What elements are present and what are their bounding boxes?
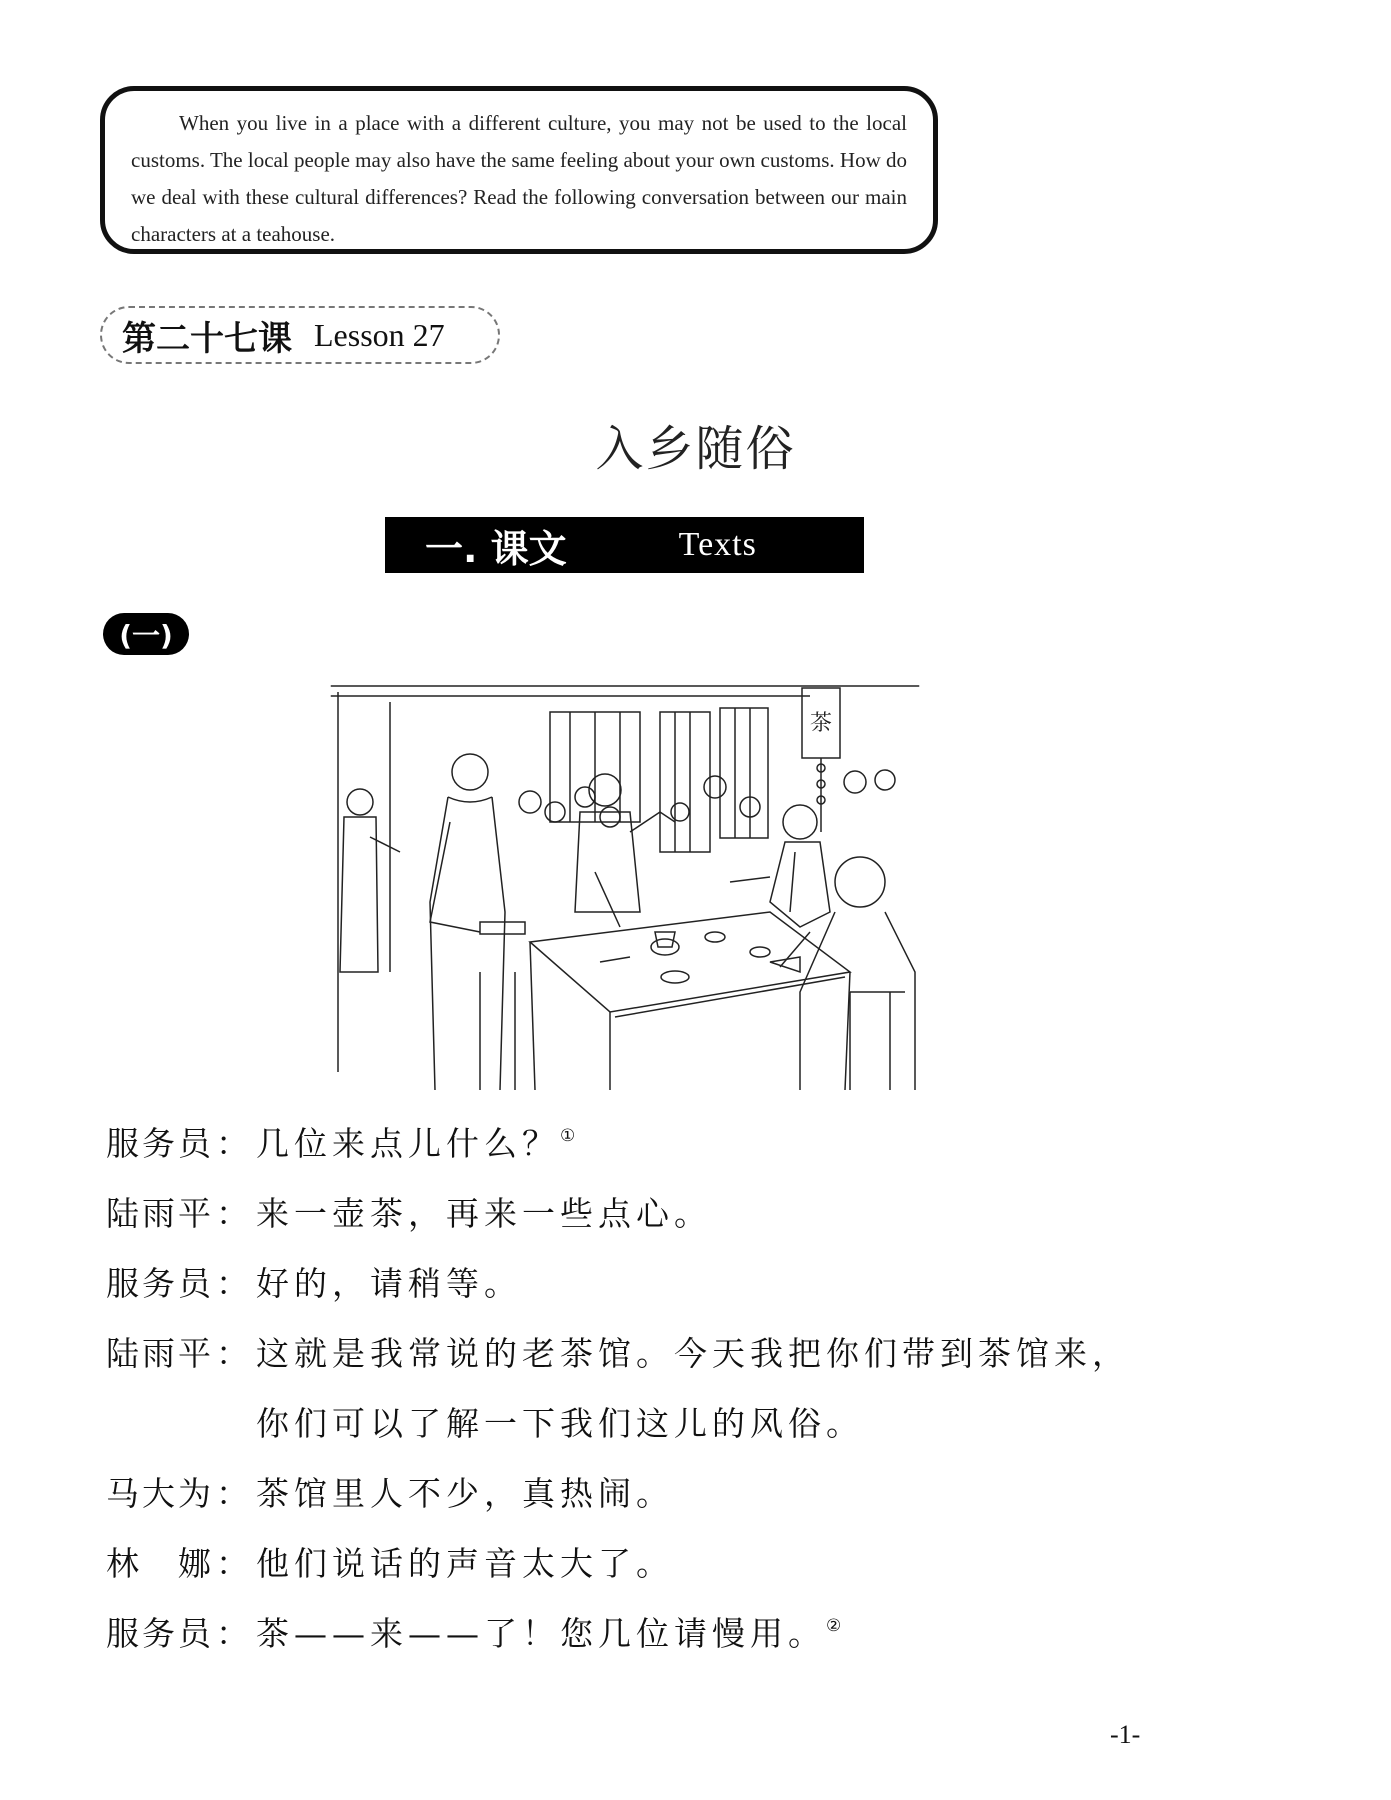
speaker-colon: ：	[216, 1194, 249, 1233]
speaker-colon: ：	[216, 1334, 249, 1373]
intro-box	[100, 86, 938, 254]
intro-text: When you live in a place with a different culture, you may not be used to the local customs. The local people may also have the same feeling about your own customs. How do we deal with these cultural differences? Read the following conversation between our main characters at a teahouse.	[131, 111, 907, 246]
footnote-marker: ②	[826, 1616, 842, 1636]
dialogue-line	[106, 1180, 1106, 1250]
tea-sign-text: 茶	[809, 711, 833, 736]
dialogue-text: 来一壶茶，再来一些点心。	[256, 1194, 712, 1233]
page-title: 入乡随俗	[595, 421, 796, 477]
page-number: -1-	[1110, 1720, 1141, 1749]
dialogue-text: 你们可以了解一下我们这儿的风俗。	[256, 1404, 864, 1443]
dialogue-line	[106, 1460, 1106, 1530]
teahouse-illustration	[330, 672, 920, 1090]
part-badge: (一)	[103, 613, 189, 655]
speaker-name: 林 娜	[106, 1544, 214, 1583]
footnote-marker: ①	[560, 1126, 576, 1146]
speaker-name: 服务员	[106, 1124, 214, 1163]
speaker-name: 陆雨平	[106, 1194, 214, 1233]
speaker-name: 陆雨平	[106, 1334, 214, 1373]
dialogue-line	[106, 1110, 1106, 1180]
dialogue-text	[256, 1608, 841, 1655]
dialogue-text: 这就是我常说的老茶馆。今天我把你们带到茶馆来，	[256, 1334, 1130, 1373]
section-header	[385, 517, 864, 573]
dialogue	[106, 1110, 1130, 1670]
section-label-cn: 一. 课文	[425, 526, 567, 571]
speaker-name: 马大为	[106, 1474, 214, 1513]
dialogue-text-content: 茶——来——了！您几位请慢用。	[256, 1614, 826, 1653]
speaker-colon: ：	[216, 1264, 249, 1303]
dialogue-text	[256, 1118, 575, 1165]
dialogue-line	[106, 1600, 1106, 1670]
section-label-en: Texts	[678, 526, 757, 563]
dialogue-line	[106, 1320, 1130, 1390]
speaker-colon: ：	[216, 1544, 249, 1583]
speaker-name: 服务员	[106, 1264, 214, 1303]
dialogue-text: 茶馆里人不少，真热闹。	[256, 1474, 674, 1513]
dialogue-text: 好的，请稍等。	[256, 1264, 522, 1303]
speaker-colon: ：	[216, 1474, 249, 1513]
lesson-label-en: Lesson 27	[314, 316, 445, 353]
dialogue-line	[106, 1250, 1106, 1320]
speaker-colon: ：	[216, 1614, 249, 1653]
speaker-colon: ：	[216, 1124, 249, 1163]
dialogue-text: 他们说话的声音太大了。	[256, 1544, 674, 1583]
lesson-tag	[100, 306, 500, 364]
dialogue-text-content: 几位来点儿什么？	[256, 1124, 560, 1163]
dialogue-line-continued	[106, 1390, 1106, 1460]
speaker-name: 服务员	[106, 1614, 214, 1653]
dialogue-line	[106, 1530, 1106, 1600]
lesson-label-cn: 第二十七课	[122, 318, 292, 359]
